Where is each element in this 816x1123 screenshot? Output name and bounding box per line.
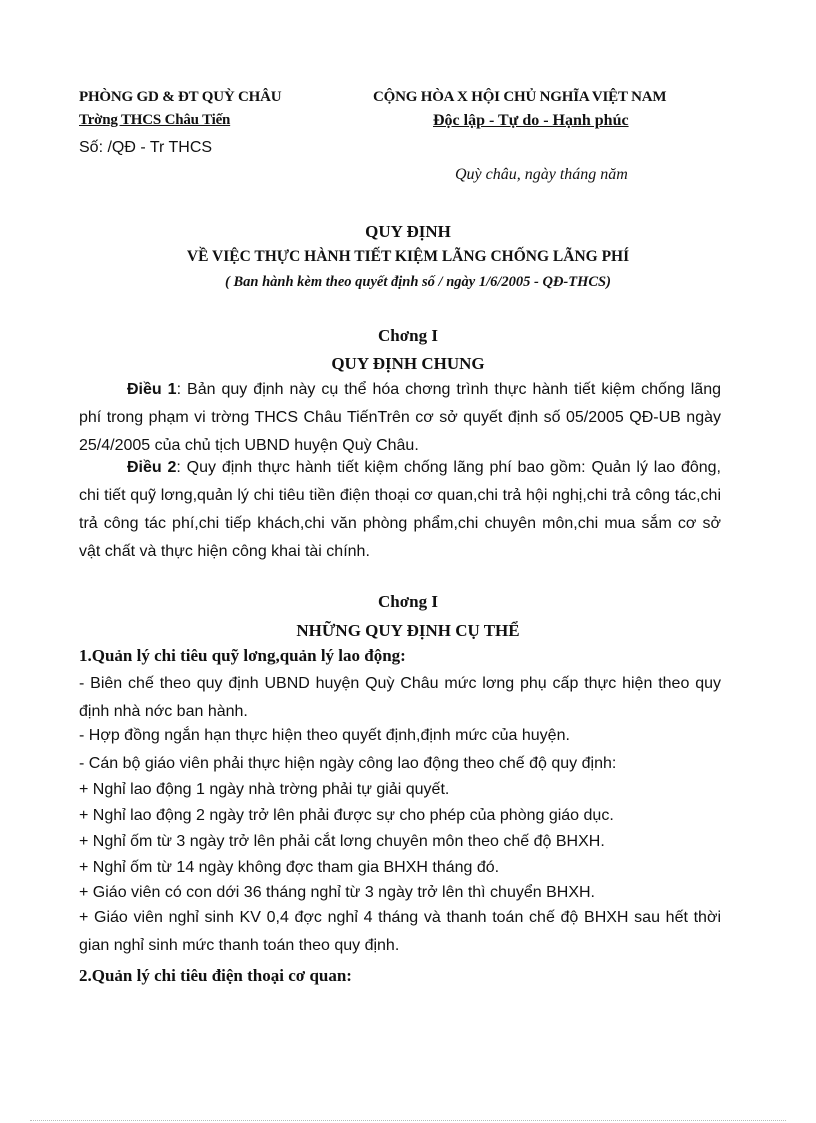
republic-name: CỘNG HÒA X HỘI CHỦ NGHĨA VIỆT NAM	[373, 89, 667, 105]
list-item: + Giáo viên có con dới 36 tháng nghỉ từ 3 ngày trở lên thì chuyển BHXH.	[79, 884, 595, 901]
document-subtitle: VỀ VIỆC THỰC HÀNH TIẾT KIỆM LÃNG CHỐNG LÃNG PHÍ	[186, 248, 630, 265]
list-item: - Cán bộ giáo viên phải thực hiện ngày công lao động theo chế độ quy định:	[79, 755, 617, 772]
article-2	[79, 454, 721, 566]
list-item: + Nghỉ lao động 1 ngày nhà trờng phải tự giải quyết.	[79, 781, 450, 798]
list-item: + Giáo viên nghỉ sinh KV 0,4 đợc nghỉ 4 tháng và thanh toán chế độ BHXH sau hết thời gian nghỉ sinh mức thanh toán theo quy định.	[79, 909, 721, 954]
issuance-note: ( Ban hành kèm theo quyết định số / ngày 1/6/2005 - QĐ-THCS)	[225, 274, 611, 290]
national-motto: Độc lập - Tự do - Hạnh phúc	[433, 112, 629, 129]
chapter1-label: Chơng I	[378, 326, 438, 345]
list-item: + Nghỉ ốm từ 3 ngày trở lên phải cắt lơng chuyên môn theo chế độ BHXH.	[79, 833, 605, 850]
article-1-label: Điều 1	[127, 381, 177, 398]
list-item: + Nghỉ ốm từ 14 ngày không đợc tham gia BHXH tháng đó.	[79, 859, 500, 876]
date-line: Quỳ châu, ngày tháng năm	[455, 166, 628, 183]
article-1	[79, 376, 721, 460]
decision-number: Số: /QĐ - Tr THCS	[79, 139, 213, 156]
section-2-title: 2.Quản lý chi tiêu điện thoại cơ quan:	[79, 966, 352, 985]
page-bottom-border	[30, 1120, 786, 1121]
section-1-title: 1.Quản lý chi tiêu quỹ lơng,quản lý lao động:	[79, 646, 406, 665]
department-name: PHÒNG GD & ĐT QUỲ CHÂU	[79, 89, 282, 105]
chapter1-heading: QUY ĐỊNH CHUNG	[331, 354, 485, 373]
school-name: Trờng THCS Châu Tiến	[79, 112, 231, 128]
article-2-text: : Quy định thực hành tiết kiệm chống lãng phí bao gồm: Quản lý lao đông, chi tiết quỹ lơng,quản lý chi tiêu tiền điện thoại cơ quan,chi trả hội nghị,chi trả công tác,chi trả công tác phí,chi tiếp khách,chi văn phòng phẩm,chi chuyên môn,chi mua sắm cơ sở vật chất và thực hiện công khai tài chính.	[79, 459, 722, 560]
list-item: - Biên chế theo quy định UBND huyện Quỳ Châu mức lơng phụ cấp thực hiện theo quy định nhà nớc ban hành.	[79, 675, 721, 720]
chapter2-heading: NHỮNG QUY ĐỊNH CỤ THỂ	[296, 621, 520, 640]
document-title: QUY ĐỊNH	[365, 222, 451, 241]
article-1-text: : Bản quy định này cụ thể hóa chơng trình thực hành tiết kiệm chống lãng phí trong phạm vi trờng THCS Châu TiếnTrên cơ sở quyết định số 05/2005 QĐ-UB ngày 25/4/2005 của chủ tịch UBND huyện Quỳ Châu.	[79, 381, 722, 454]
chapter2-label: Chơng I	[378, 592, 438, 611]
list-item: + Nghỉ lao động 2 ngày trở lên phải được sự cho phép của phòng giáo dục.	[79, 807, 614, 824]
list-item: - Hợp đồng ngắn hạn thực hiện theo quyết định,định mức của huyện.	[79, 727, 570, 744]
article-2-label: Điều 2	[127, 459, 177, 476]
